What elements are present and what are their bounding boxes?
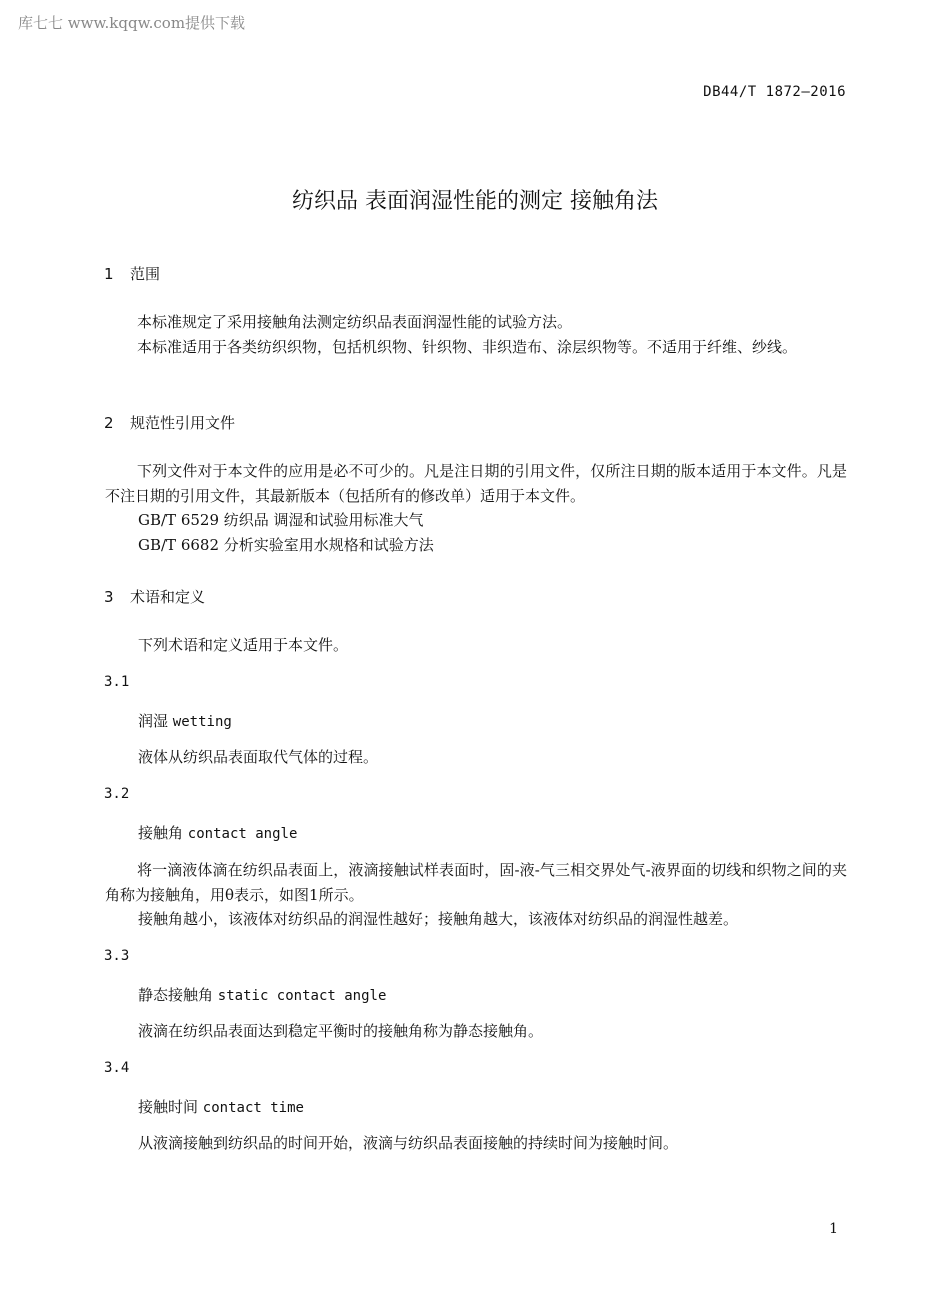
section-heading-normative-references [104, 412, 235, 433]
term-entry [138, 710, 232, 731]
term-zh: 静态接触角 [138, 986, 214, 1004]
document-number: DB44/T 1872—2016 [703, 84, 846, 100]
section-title: 规范性引用文件 [130, 414, 236, 432]
term-definition: 液体从纺织品表面取代气体的过程。 [138, 748, 379, 766]
term-definition: 接触角越小，该液体对纺织品的润湿性越好；接触角越大，该液体对纺织品的润湿性越差。 [138, 910, 739, 928]
term-definition: 将一滴液体滴在纺织品表面上，液滴接触试样表面时，固-液-气三相交界处气-液界面的切线和织物之间的夹角称为接触角，用θ表示，如图1所示。 [105, 861, 847, 904]
term-en: contact angle [187, 826, 298, 842]
section-number: 2 [104, 414, 114, 432]
section-number: 1 [104, 265, 114, 283]
term-entry [138, 1096, 304, 1117]
clause-number: 3.4 [104, 1060, 130, 1076]
section-heading-scope [104, 263, 160, 284]
clause-number: 3.2 [104, 786, 130, 802]
clause-number: 3.3 [104, 948, 130, 964]
paragraph: 本标准适用于各类纺织织物，包括机织物、针织物、非织造布、涂层织物等。不适用于纤维、纱线。 [137, 338, 798, 356]
term-en: contact time [202, 1100, 304, 1116]
paragraph: 下列文件对于本文件的应用是必不可少的。凡是注日期的引用文件，仅所注日期的版本适用于本文件。凡是不注日期的引用文件，其最新版本（包括所有的修改单）适用于本文件。 [105, 462, 847, 505]
page-number: 1 [829, 1221, 838, 1237]
section-title: 术语和定义 [130, 588, 206, 606]
reference-item: GB/T 6682 分析实验室用水规格和试验方法 [138, 536, 434, 554]
term-entry [138, 984, 386, 1005]
watermark-text: 库七七 www.kqqw.com提供下载 [18, 14, 246, 32]
term-definition: 液滴在纺织品表面达到稳定平衡时的接触角称为静态接触角。 [138, 1022, 544, 1040]
reference-item: GB/T 6529 纺织品 调湿和试验用标准大气 [138, 511, 424, 529]
paragraph: 下列术语和定义适用于本文件。 [138, 636, 349, 654]
section-title: 范围 [130, 265, 161, 283]
section-number: 3 [104, 588, 114, 606]
term-en: wetting [172, 714, 232, 730]
term-zh: 接触角 [138, 824, 184, 842]
clause-number: 3.1 [104, 674, 130, 690]
term-definition: 从液滴接触到纺织品的时间开始，液滴与纺织品表面接触的持续时间为接触时间。 [138, 1134, 679, 1152]
term-entry [138, 822, 297, 843]
term-zh: 接触时间 [138, 1098, 199, 1116]
document-title: 纺织品 表面润湿性能的测定 接触角法 [292, 189, 658, 214]
term-en: static contact angle [217, 988, 387, 1004]
section-heading-terms-definitions [104, 586, 205, 607]
term-zh: 润湿 [138, 712, 169, 730]
paragraph: 本标准规定了采用接触角法测定纺织品表面润湿性能的试验方法。 [137, 313, 573, 331]
